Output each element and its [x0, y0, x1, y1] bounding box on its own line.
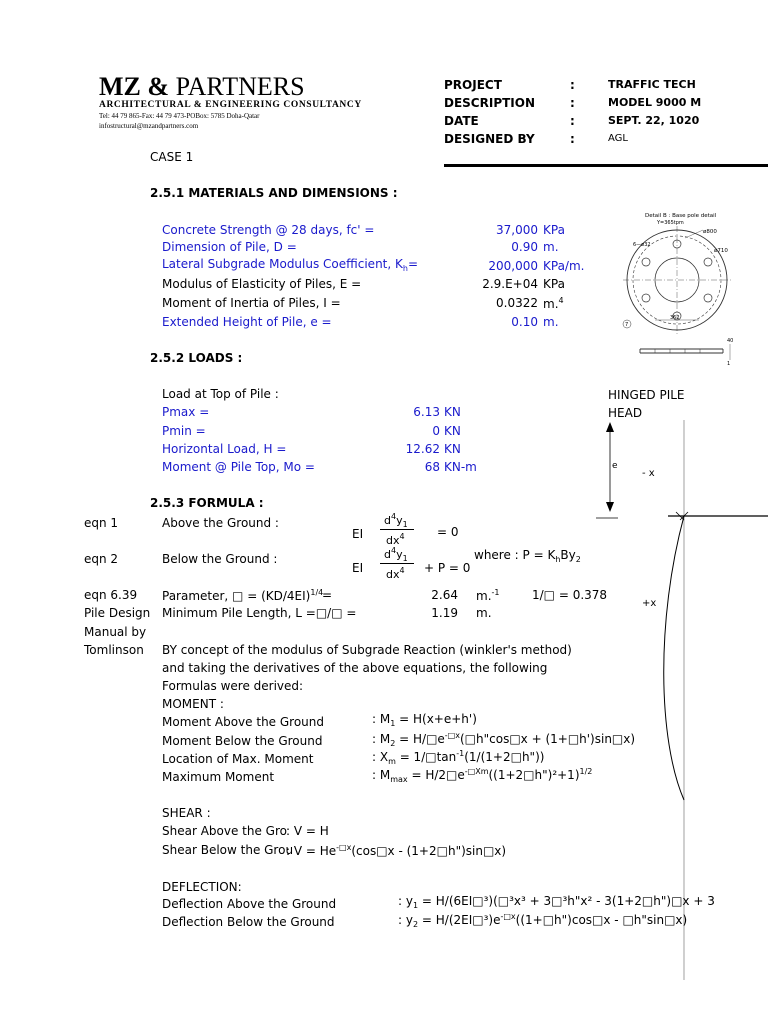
deflection-below-expr: : $y_2$ = $H/(2EI□^3)e^{-□x}((1+□h")\cos□x$ - □h"sin□x)	[398, 912, 688, 929]
shear-heading: SHEAR :	[162, 806, 211, 820]
eqn1-derivative: $d^4y_1$ $dx^4$	[380, 512, 414, 546]
info-colon: :	[570, 78, 575, 92]
info-colon: :	[570, 132, 575, 146]
moment-below-label: Moment Below the Ground	[162, 734, 323, 748]
deflection-above-expr: : $y_1$ = H/(6EI□³)(□³x³ + 3□³h"x² - 3(1+2□h")□x + 3	[398, 894, 715, 910]
moment-heading: MOMENT :	[162, 697, 224, 711]
concrete-strength-value: 37,000	[496, 223, 538, 237]
inertia-unit: m.$^4$	[543, 296, 564, 311]
deflection-above-label: Deflection Above the Ground	[162, 897, 337, 911]
eqn2-plus-p: + P = 0	[424, 561, 471, 575]
pmin-label: Pmin =	[162, 424, 206, 438]
pile-neg-x-label: - x	[642, 468, 655, 479]
moment-below-expr: : $M_2$ = $H/□e^{-□x}(□h"\cos□x$ + (1+□h')sin□x)	[372, 731, 636, 748]
shear-above-expr: : V = H	[286, 824, 329, 838]
eqn1-description: Above the Ground :	[162, 516, 279, 530]
shear-below-expr: : $V = He^{-□x}(\cos□x$ - (1+2□h")sin□x)	[286, 843, 507, 858]
base-plate-drawing	[615, 208, 765, 368]
manual-tag: Manual by	[84, 625, 147, 639]
pile-dimension-value: 0.90	[511, 240, 538, 254]
info-label-project: PROJECT	[444, 78, 502, 92]
pile-pos-x-label: +x	[642, 598, 657, 609]
pmax-unit: KN	[444, 405, 461, 419]
subgrade-modulus-unit: KPa/m.	[543, 259, 585, 273]
min-length-value: 1.19	[431, 606, 458, 620]
elasticity-value: 2.9.E+04	[482, 277, 538, 291]
header-rule	[444, 164, 768, 167]
horizontal-load-unit: KN	[444, 442, 461, 456]
eqn639-tag: eqn 6.39	[84, 588, 138, 602]
detail-side-dim: 40	[727, 338, 734, 344]
pile-dimension-label: Dimension of Pile, D =	[162, 240, 297, 254]
parameter-unit: m.$^{-1}$	[476, 588, 500, 603]
shear-above-label: Shear Above the Gro	[162, 824, 287, 838]
pile-diagram-title-1: HINGED PILE	[608, 388, 685, 402]
parameter-equals: =	[322, 588, 333, 602]
concrete-strength-unit: KPa	[543, 223, 565, 237]
pmin-unit: KN	[444, 424, 461, 438]
info-value-date: SEPT. 22, 1020	[608, 114, 700, 127]
subgrade-modulus-value: 200,000	[488, 259, 538, 273]
horizontal-load-label: Horizontal Load, H =	[162, 442, 287, 456]
loads-heading: 2.5.2 LOADS :	[150, 351, 243, 365]
deflection-below-label: Deflection Below the Ground	[162, 915, 335, 929]
detail-subtitle: Y=365tpm	[657, 220, 684, 226]
inertia-label: Moment of Inertia of Piles, I =	[162, 296, 341, 310]
pmax-value: 6.13	[413, 405, 440, 419]
max-moment-location-label: Location of Max. Moment	[162, 752, 314, 766]
pile-e-label: e	[612, 461, 618, 471]
concrete-strength-label: Concrete Strength @ 28 days, fc' =	[162, 223, 375, 237]
deflection-heading: DEFLECTION:	[162, 880, 242, 894]
eqn1-tag: eqn 1	[84, 516, 119, 530]
firm-logo	[99, 72, 305, 102]
parameter-label: Parameter, □ = $(KD/4EI)^{1/4}$	[162, 588, 324, 603]
detail-side-dim-2: 1	[727, 361, 731, 367]
max-moment-expr: : $M_{max}$ = $H/2□e^{-□Xm}((1+2□h")^2+1)^{1/2}$	[372, 767, 593, 784]
dim-holes: 6—ø32	[633, 242, 651, 248]
min-length-label: Minimum Pile Length, L =□/□ =	[162, 606, 357, 620]
extended-height-label: Extended Height of Pile, e =	[162, 315, 332, 329]
tomlinson-tag: Tomlinson	[84, 643, 144, 657]
materials-heading: 2.5.1 MATERIALS AND DIMENSIONS :	[150, 186, 398, 200]
concept-paragraph-2: and taking the derivatives of the above equations, the following	[162, 661, 548, 675]
firm-subtitle: ARCHITECTURAL & ENGINEERING CONSULTANCY	[99, 100, 362, 110]
extended-height-value: 0.10	[511, 315, 538, 329]
logo-ampersand: &	[147, 72, 170, 101]
dim-plate: 362	[670, 315, 680, 321]
info-colon: :	[570, 96, 575, 110]
case-label: CASE 1	[150, 150, 194, 164]
loads-intro: Load at Top of Pile :	[162, 387, 279, 401]
subgrade-modulus-label: Lateral Subgrade Modulus Coefficient, $K_h=$	[162, 257, 419, 273]
contact-line-1: Tel: 44 79 865-Fax: 44 79 473-POBox: 5785 Doha-Qatar	[99, 112, 260, 120]
eqn2-derivative: $d^4y_1$ $dx^4$	[380, 546, 414, 580]
concept-paragraph-3: Formulas were derived:	[162, 679, 304, 693]
inertia-value: 0.0322	[496, 296, 538, 310]
min-length-unit: m.	[476, 606, 492, 620]
info-value-description: MODEL 9000 M	[608, 96, 702, 109]
pile-diagram-title-2: HEAD	[608, 406, 643, 420]
moment-above-expr: : $M_1 = H(x+e+h')$	[372, 712, 477, 728]
info-colon: :	[570, 114, 575, 128]
elasticity-label: Modulus of Elasticity of Piles, E =	[162, 277, 362, 291]
parameter-value: 2.64	[431, 588, 458, 602]
pile-dimension-unit: m.	[543, 240, 559, 254]
moment-top-value: 68	[424, 460, 440, 474]
detail-mark: 7	[625, 322, 629, 328]
info-label-designed-by: DESIGNED BY	[444, 132, 535, 146]
pmin-value: 0	[432, 424, 440, 438]
info-value-designed-by: AGL	[608, 133, 628, 144]
max-moment-label: Maximum Moment	[162, 770, 275, 784]
eqn2-tag: eqn 2	[84, 552, 119, 566]
eqn2-where: where : $P = K_hBy_2$	[474, 548, 581, 564]
info-label-description: DESCRIPTION	[444, 96, 536, 110]
horizontal-load-value: 12.62	[405, 442, 440, 456]
formula-heading: 2.5.3 FORMULA :	[150, 496, 264, 510]
eqn2-ei: EI	[352, 561, 364, 575]
dim-bolt-circle: ø710	[714, 248, 728, 254]
concept-paragraph-1: BY concept of the modulus of Subgrade Reaction (winkler's method)	[162, 643, 572, 657]
elasticity-unit: KPa	[543, 277, 565, 291]
info-value-project: TRAFFIC TECH	[608, 78, 696, 91]
moment-above-label: Moment Above the Ground	[162, 715, 325, 729]
moment-top-label: Moment @ Pile Top, Mo =	[162, 460, 315, 474]
pmax-label: Pmax =	[162, 405, 210, 419]
logo-mz: MZ	[99, 72, 141, 101]
base-plate-detail	[615, 208, 765, 368]
moment-top-unit: KN-m	[444, 460, 477, 474]
logo-partners: PARTNERS	[175, 72, 305, 101]
max-moment-location-expr: : $X_m$ = $1/□\tan^{-1}(1/(1+2□h"))$	[372, 749, 545, 766]
shear-below-label: Shear Below the Grou	[162, 843, 294, 857]
detail-title: Detail B : Base pole detail	[645, 213, 717, 219]
contact-line-2: infostructural@mzandpartners.com	[99, 122, 199, 130]
eqn1-ei: EI	[352, 527, 364, 541]
extended-height-unit: m.	[543, 315, 559, 329]
pile-design-tag: Pile Design	[84, 606, 151, 620]
eqn1-equals-zero: = 0	[437, 525, 459, 539]
inverse-parameter: 1/□ = 0.378	[532, 588, 608, 602]
eqn2-description: Below the Ground :	[162, 552, 278, 566]
info-label-date: DATE	[444, 114, 479, 128]
dim-outer: ø800	[703, 229, 717, 235]
